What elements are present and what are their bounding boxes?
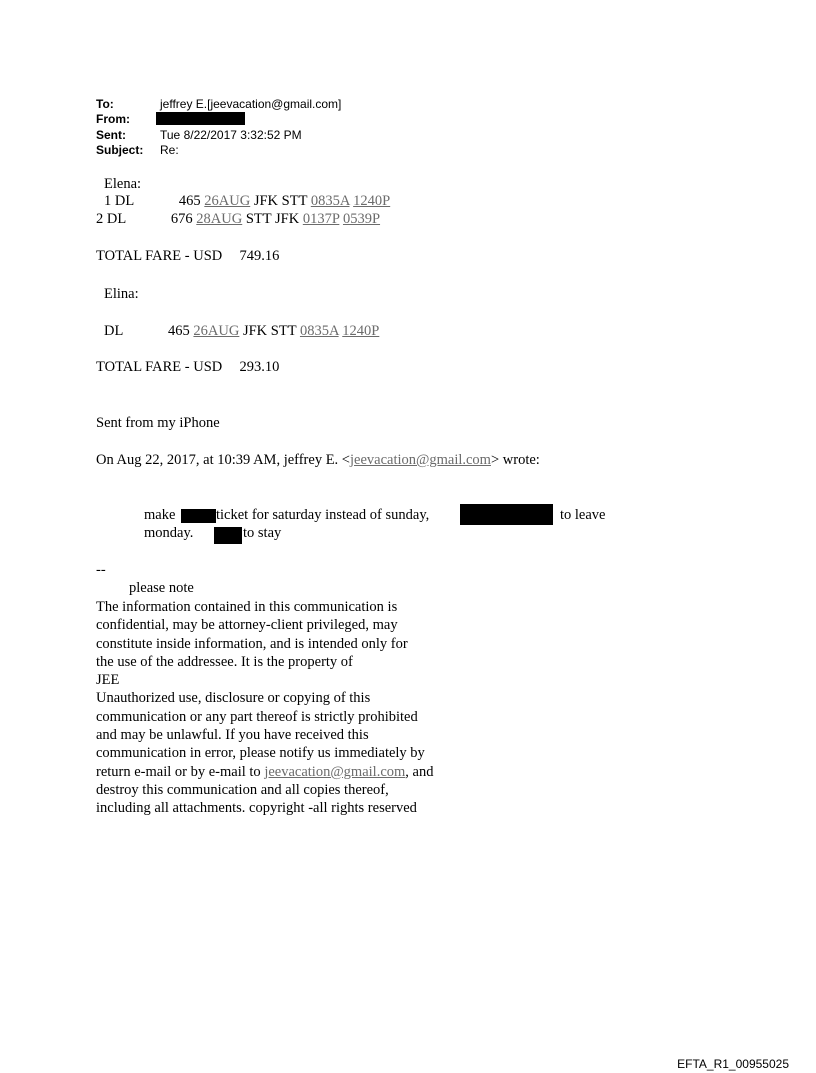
- email-header: [96, 97, 496, 157]
- disclaimer-email-after: , and: [405, 763, 434, 780]
- quoted-line-2-a: monday.: [144, 525, 194, 541]
- row-flight: 465: [178, 193, 201, 209]
- signature-dashes: --: [96, 562, 106, 578]
- row-dep-link[interactable]: 0835A: [299, 323, 339, 339]
- subject-value: Re:: [160, 143, 179, 157]
- to-label: To:: [96, 97, 114, 111]
- disclaimer-line: Unauthorized use, disclosure or copying of this: [96, 690, 371, 707]
- quoted-line-2-b: to stay: [243, 525, 282, 541]
- row-num: 1: [104, 193, 112, 209]
- subject-label: Subject:: [96, 143, 144, 157]
- row-arr-link[interactable]: 1240P: [342, 323, 380, 339]
- disclaimer-line: communication or any part thereof is strictly prohibited: [96, 708, 418, 725]
- disclaimer-line: confidential, may be attorney-client privileged, may: [96, 617, 398, 634]
- row-to: STT: [281, 193, 308, 209]
- itinerary1-row-2: [96, 210, 380, 228]
- sent-label: Sent:: [96, 128, 126, 142]
- disclaimer-line: and may be unlawful. If you have received this: [96, 727, 369, 744]
- row-airline: DL: [104, 323, 123, 339]
- sent-from-signature: Sent from my iPhone: [96, 415, 220, 431]
- row-num: 2: [96, 211, 104, 227]
- quote-email-link[interactable]: jeevacation@gmail.com: [349, 452, 491, 468]
- row-from: STT: [245, 211, 272, 227]
- quoted-line-1-a: make: [144, 507, 176, 523]
- total-label: TOTAL FARE - USD: [96, 248, 223, 264]
- sent-value: Tue 8/22/2017 3:32:52 PM: [160, 128, 302, 142]
- itinerary1-total: [96, 247, 279, 265]
- row-dep-link[interactable]: 0835A: [310, 193, 350, 209]
- row-airline: DL: [106, 211, 126, 227]
- document-id: EFTA_R1_00955025: [677, 1057, 789, 1071]
- total-label: TOTAL FARE - USD: [96, 359, 223, 375]
- disclaimer-line: The information contained in this communication is: [96, 599, 398, 615]
- row-date-link[interactable]: 26AUG: [193, 323, 240, 339]
- disclaimer-email-link[interactable]: jeevacation@gmail.com: [264, 763, 406, 780]
- row-date-link[interactable]: 26AUG: [204, 193, 251, 209]
- disclaimer-email-before: return e-mail or by e-mail to: [96, 763, 265, 780]
- from-redaction: [156, 112, 245, 125]
- itinerary2-name: Elina:: [104, 286, 139, 302]
- please-note: please note: [129, 580, 194, 596]
- redaction-block: [181, 509, 216, 523]
- row-to: STT: [270, 323, 297, 339]
- row-date-link[interactable]: 28AUG: [196, 211, 243, 227]
- row-arr-link[interactable]: 1240P: [353, 193, 391, 209]
- from-label: From:: [96, 112, 130, 126]
- row-dep-link[interactable]: 0137P: [302, 211, 340, 227]
- disclaimer-text: [96, 598, 433, 818]
- total-value: 749.16: [239, 248, 280, 264]
- itinerary2-row: [104, 322, 379, 340]
- disclaimer-email-line: [96, 763, 433, 781]
- quote-intro-before: On Aug 22, 2017, at 10:39 AM, jeffrey E. <: [96, 452, 350, 468]
- row-airline: DL: [114, 193, 134, 209]
- disclaimer-line: JEE: [96, 672, 120, 689]
- itinerary2-total: [96, 358, 279, 376]
- redaction-block: [214, 527, 242, 544]
- row-flight: 465: [168, 323, 190, 339]
- disclaimer-line: including all attachments. copyright -all rights reserved: [96, 800, 417, 817]
- quote-intro-after: > wrote:: [490, 452, 540, 468]
- itinerary1-name: Elena:: [104, 176, 142, 192]
- quote-intro: [96, 451, 540, 469]
- row-to: JFK: [275, 211, 300, 227]
- redaction-block: [460, 504, 553, 525]
- row-arr-link[interactable]: 0539P: [342, 211, 381, 227]
- disclaimer-line: constitute inside information, and is intended only for: [96, 635, 408, 652]
- total-value: 293.10: [239, 359, 280, 375]
- row-from: JFK: [253, 193, 279, 209]
- row-from: JFK: [242, 323, 268, 339]
- itinerary1-row-1: [104, 192, 390, 210]
- disclaimer-line: the use of the addressee. It is the property of: [96, 653, 353, 670]
- disclaimer-line: destroy this communication and all copies thereof,: [96, 781, 389, 798]
- quoted-line-1-c: to leave: [560, 507, 606, 523]
- row-flight: 676: [170, 211, 193, 227]
- disclaimer-line: communication in error, please notify us immediately by: [96, 745, 425, 762]
- to-value: jeffrey E.[jeevacation@gmail.com]: [160, 97, 342, 111]
- quoted-line-1-b: ticket for saturday instead of sunday,: [216, 507, 430, 523]
